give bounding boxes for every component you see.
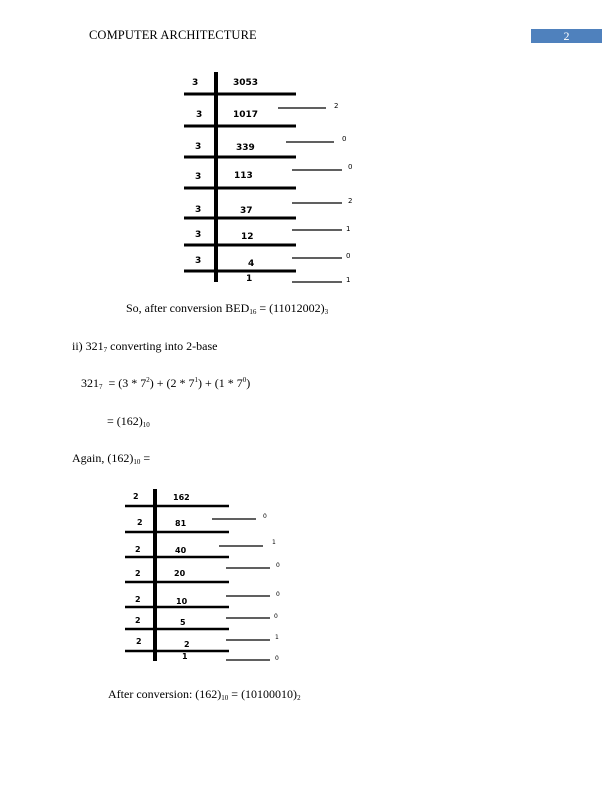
divisor-label: 3 <box>195 172 202 182</box>
page-number: 2 <box>531 29 602 43</box>
remainder-labels <box>334 102 352 284</box>
remainder-label: 0 <box>342 135 347 143</box>
dividend-label: 37 <box>240 206 253 216</box>
dividend-label: 113 <box>234 171 253 181</box>
divisor-labels <box>133 492 143 646</box>
dividend-labels <box>173 493 190 661</box>
dividend-labels <box>233 78 258 284</box>
part2-heading: ii) $321_7$ converting into 2-base <box>72 339 218 354</box>
dividend-label: 1017 <box>233 110 259 120</box>
dividend-label: 81 <box>175 519 187 528</box>
divisor-label: 2 <box>135 616 141 625</box>
divisor-label: 2 <box>135 545 141 554</box>
divisor-label: 3 <box>195 205 202 215</box>
dividend-label: 4 <box>248 259 255 269</box>
divisor-label: 2 <box>133 492 139 501</box>
divisor-label: 2 <box>135 595 141 604</box>
equation-result: = $(162)_{10}$ <box>107 414 150 429</box>
divisor-label: 3 <box>195 142 202 152</box>
division-diagram-base3 <box>170 68 370 288</box>
remainder-lines <box>212 519 270 660</box>
divisor-label: 3 <box>195 256 202 266</box>
remainder-label: 0 <box>263 513 267 520</box>
remainder-label: 1 <box>275 634 279 641</box>
divisor-label: 2 <box>136 637 142 646</box>
remainder-label: 0 <box>274 613 278 620</box>
dividend-label: 40 <box>175 546 187 555</box>
dividend-label: 10 <box>176 597 188 606</box>
dividend-label: 20 <box>174 569 186 578</box>
dividend-label: 2 <box>184 640 190 649</box>
divisor-label: 2 <box>135 569 141 578</box>
dividend-label: 162 <box>173 493 190 502</box>
remainder-label: 2 <box>334 102 339 110</box>
remainder-label: 0 <box>275 655 279 662</box>
remainder-label: 0 <box>346 252 351 260</box>
dividend-label: 12 <box>241 232 254 242</box>
dividend-label: 339 <box>236 143 255 153</box>
again-line: Again, $(162)_{10}$ = <box>72 451 151 466</box>
dividend-label: 3053 <box>233 78 259 88</box>
remainder-label: 1 <box>346 276 351 284</box>
remainder-label: 2 <box>348 197 353 205</box>
divisor-label: 3 <box>196 110 203 120</box>
final-quotient-label: 1 <box>182 652 188 661</box>
division-rules <box>184 94 296 271</box>
conclusion-1: So, after conversion $BED_{16} = (11012002)_3$ <box>126 301 329 316</box>
remainder-label: 0 <box>276 591 280 598</box>
dividend-label: 5 <box>180 618 186 627</box>
header-title: COMPUTER ARCHITECTURE <box>89 28 257 42</box>
equation-expansion: $321_7 = (3 * 7^2) + (2 * 7^1) + (1 * 7^0)$ <box>81 376 251 391</box>
conclusion-2: After conversion: $(162)_{10} = (10100010)_2$ <box>108 687 301 702</box>
division-diagram-base2 <box>118 486 298 666</box>
remainder-label: 1 <box>346 225 351 233</box>
remainder-lines <box>278 108 342 282</box>
divisor-label: 3 <box>195 230 202 240</box>
remainder-label: 1 <box>272 539 276 546</box>
final-quotient-label: 1 <box>246 274 253 284</box>
divisor-label: 2 <box>137 518 143 527</box>
remainder-label: 0 <box>348 163 353 171</box>
divisor-label: 3 <box>192 78 199 88</box>
remainder-label: 0 <box>276 562 280 569</box>
divisor-labels <box>192 78 202 266</box>
